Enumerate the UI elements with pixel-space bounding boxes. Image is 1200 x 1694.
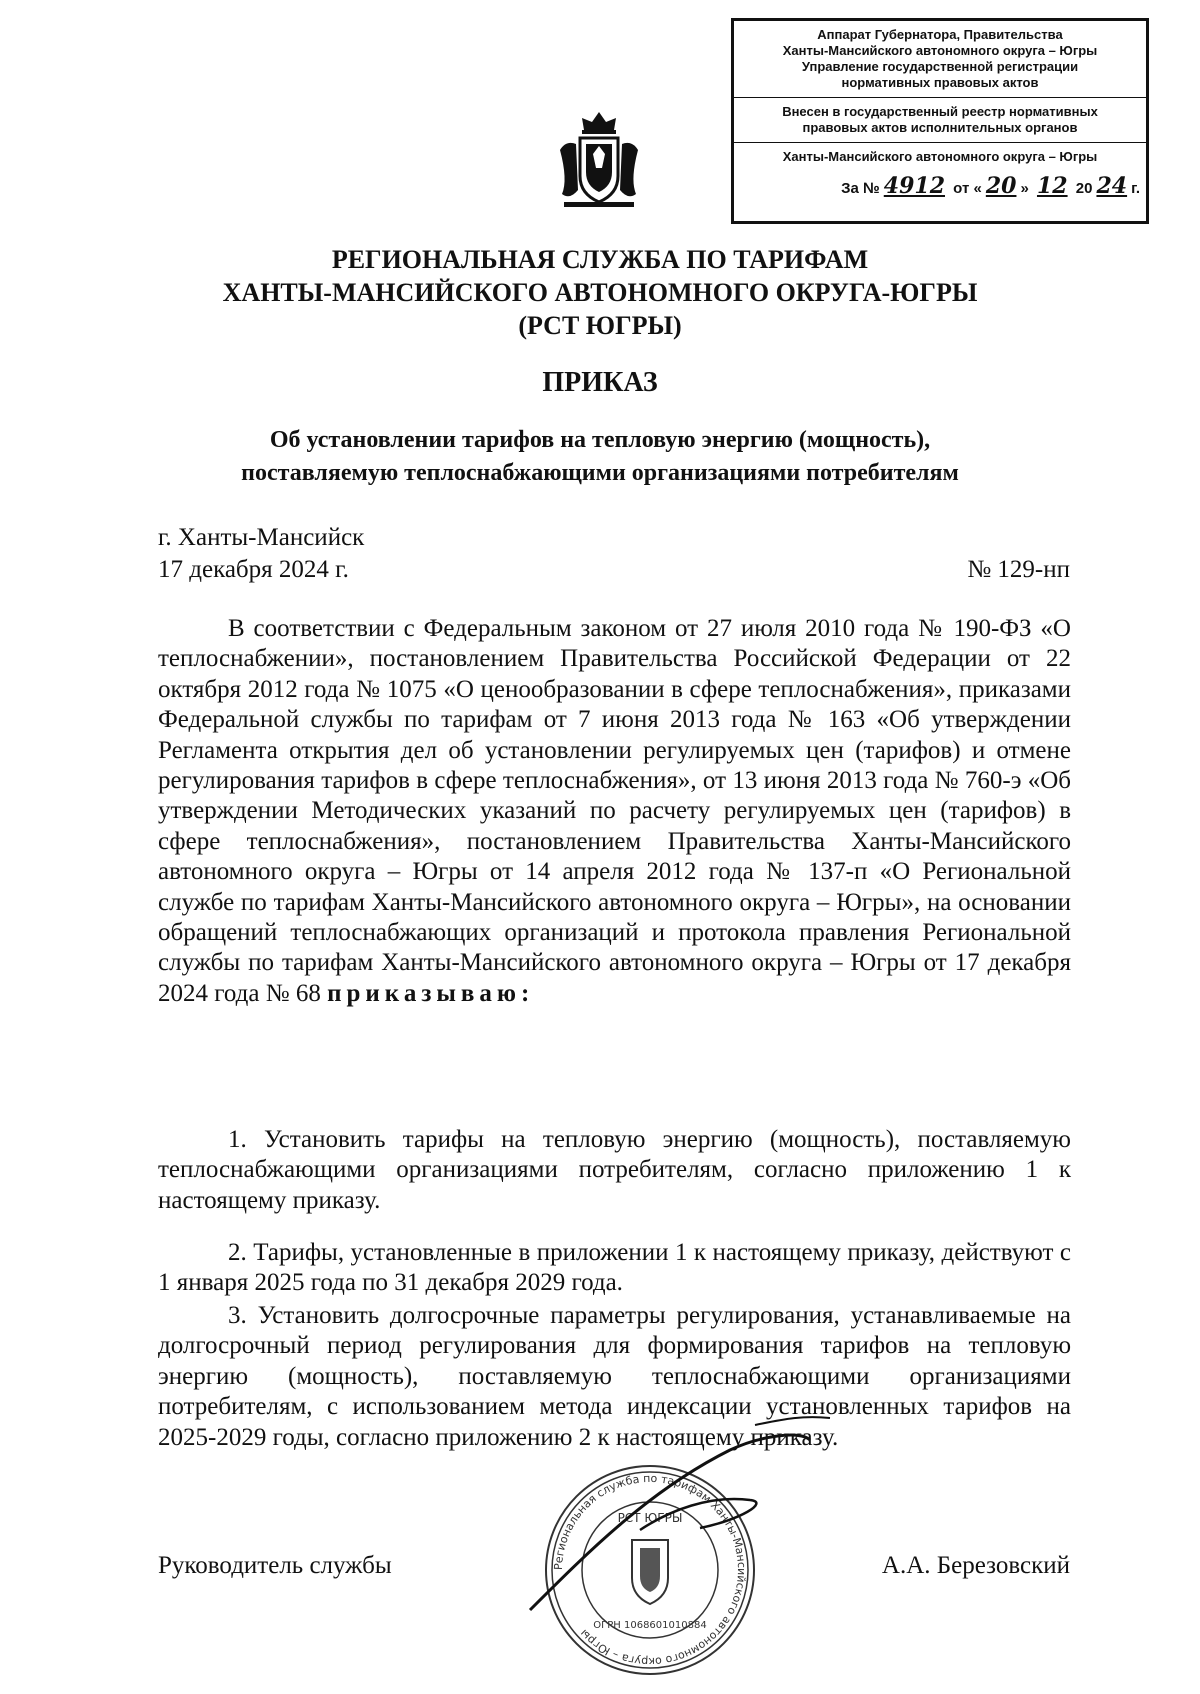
stamp-line: нормативных правовых актов xyxy=(841,75,1039,90)
signatory-name: А.А. Березовский xyxy=(881,1552,1070,1579)
document-city: г. Ханты-Мансийск xyxy=(158,524,365,551)
stamp-line: Ханты-Мансийского автономного округа – Югры xyxy=(782,149,1098,164)
agency-name-line: РЕГИОНАЛЬНАЯ СЛУЖБА ПО ТАРИФАМ xyxy=(331,245,869,274)
document-subject: Об установлении тарифов на тепловую энергию (мощность), поставляемую теплоснабжающими организациями потребителям xyxy=(241,427,959,486)
registration-day: 20 xyxy=(985,173,1017,199)
document-number: № 129-нп xyxy=(967,556,1070,583)
order-item: 3. Установить долгосрочные параметры регулирования, устанавливаемые на долгосрочный период регулирования для формирования тарифов на тепловую энергию (мощность), поставляемую теплоснабжающими организациями потребителям, с использованием метода индексации установленных тарифов на 2025-2029 годы, согласно приложению 2 к настоящему приказу. xyxy=(158,1302,1071,1451)
order-item: 1. Установить тарифы на тепловую энергию (мощность), поставляемую теплоснабжающими организациями потребителям, согласно приложению 1 к настоящему приказу. xyxy=(158,1126,1071,1214)
registration-month: 12 xyxy=(1036,173,1068,199)
registration-number-value: 4912 xyxy=(883,173,945,199)
handwritten-signature xyxy=(500,1410,840,1640)
agency-name-line: ХАНТЫ-МАНСИЙСКОГО АВТОНОМНОГО ОКРУГА-ЮГРЫ xyxy=(222,278,978,307)
registration-year: 24 xyxy=(1096,173,1128,199)
document-date: 17 декабря 2024 г. xyxy=(158,556,349,583)
signatory-position: Руководитель службы xyxy=(158,1552,392,1579)
seal-inner-text: РСТ ЮГРЫ xyxy=(617,1511,683,1525)
stamp-line: Аппарат Губернатора, Правительства xyxy=(817,27,1063,42)
coat-of-arms-icon xyxy=(556,110,642,210)
registration-number: За № 4912 от « 20 » 12 20 24 г. xyxy=(841,173,1140,199)
order-word: приказываю: xyxy=(327,979,535,1007)
stamp-line: правовых актов исполнительных органов xyxy=(802,120,1078,135)
agency-abbreviation: (РСТ ЮГРЫ) xyxy=(518,311,682,340)
stamp-line: Управление государственной регистрации xyxy=(801,59,1079,74)
registration-stamp xyxy=(731,18,1149,224)
document-type: ПРИКАЗ xyxy=(542,367,658,398)
seal-outer-text: Региональная служба по тарифам Ханты-Мансийского автономного округа – Югры xyxy=(551,1471,749,1669)
seal-ogrn: ОГРН 1068601010884 xyxy=(593,1620,707,1631)
stamp-line: Внесен в государственный реестр нормативных xyxy=(782,104,1098,119)
preamble-paragraph: В соответствии с Федеральным законом от 27 июля 2010 года № 190-ФЗ «О теплоснабжении», постановлением Правительства Российской Федерации от 22 октября 2012 года № 1075 «О ценообразовании в сфере теплоснабжения», приказами Федеральной службы по тарифам от 7 июня 2013 года № 163 «Об утверждении Регламента открытия дел об установлении регулируемых цен (тарифов) и отмене регулирования тарифов в сфере теплоснабжения», от 13 июня 2013 года № 760-э «Об утверждении Методических указаний по расчету регулируемых цен (тарифов) в сфере теплоснабжения», постановлением Правительства Ханты-Мансийского автономного округа – Югры от 14 апреля 2012 года № 137-п «О Региональной службе по тарифам Ханты-Мансийского автономного округа – Югры», на основании обращений теплоснабжающих организаций и протокола правления Региональной службы по тарифам Ханты-Мансийского автономного округа – Югры от 17 декабря 2024 года № 68 приказываю: xyxy=(158,615,1071,1007)
order-item: 2. Тарифы, установленные в приложении 1 к настоящему приказу, действуют с 1 января 2025 года по 31 декабря 2029 года. xyxy=(158,1239,1071,1297)
stamp-line: Ханты-Мансийского автономного округа – Югры xyxy=(782,43,1098,58)
